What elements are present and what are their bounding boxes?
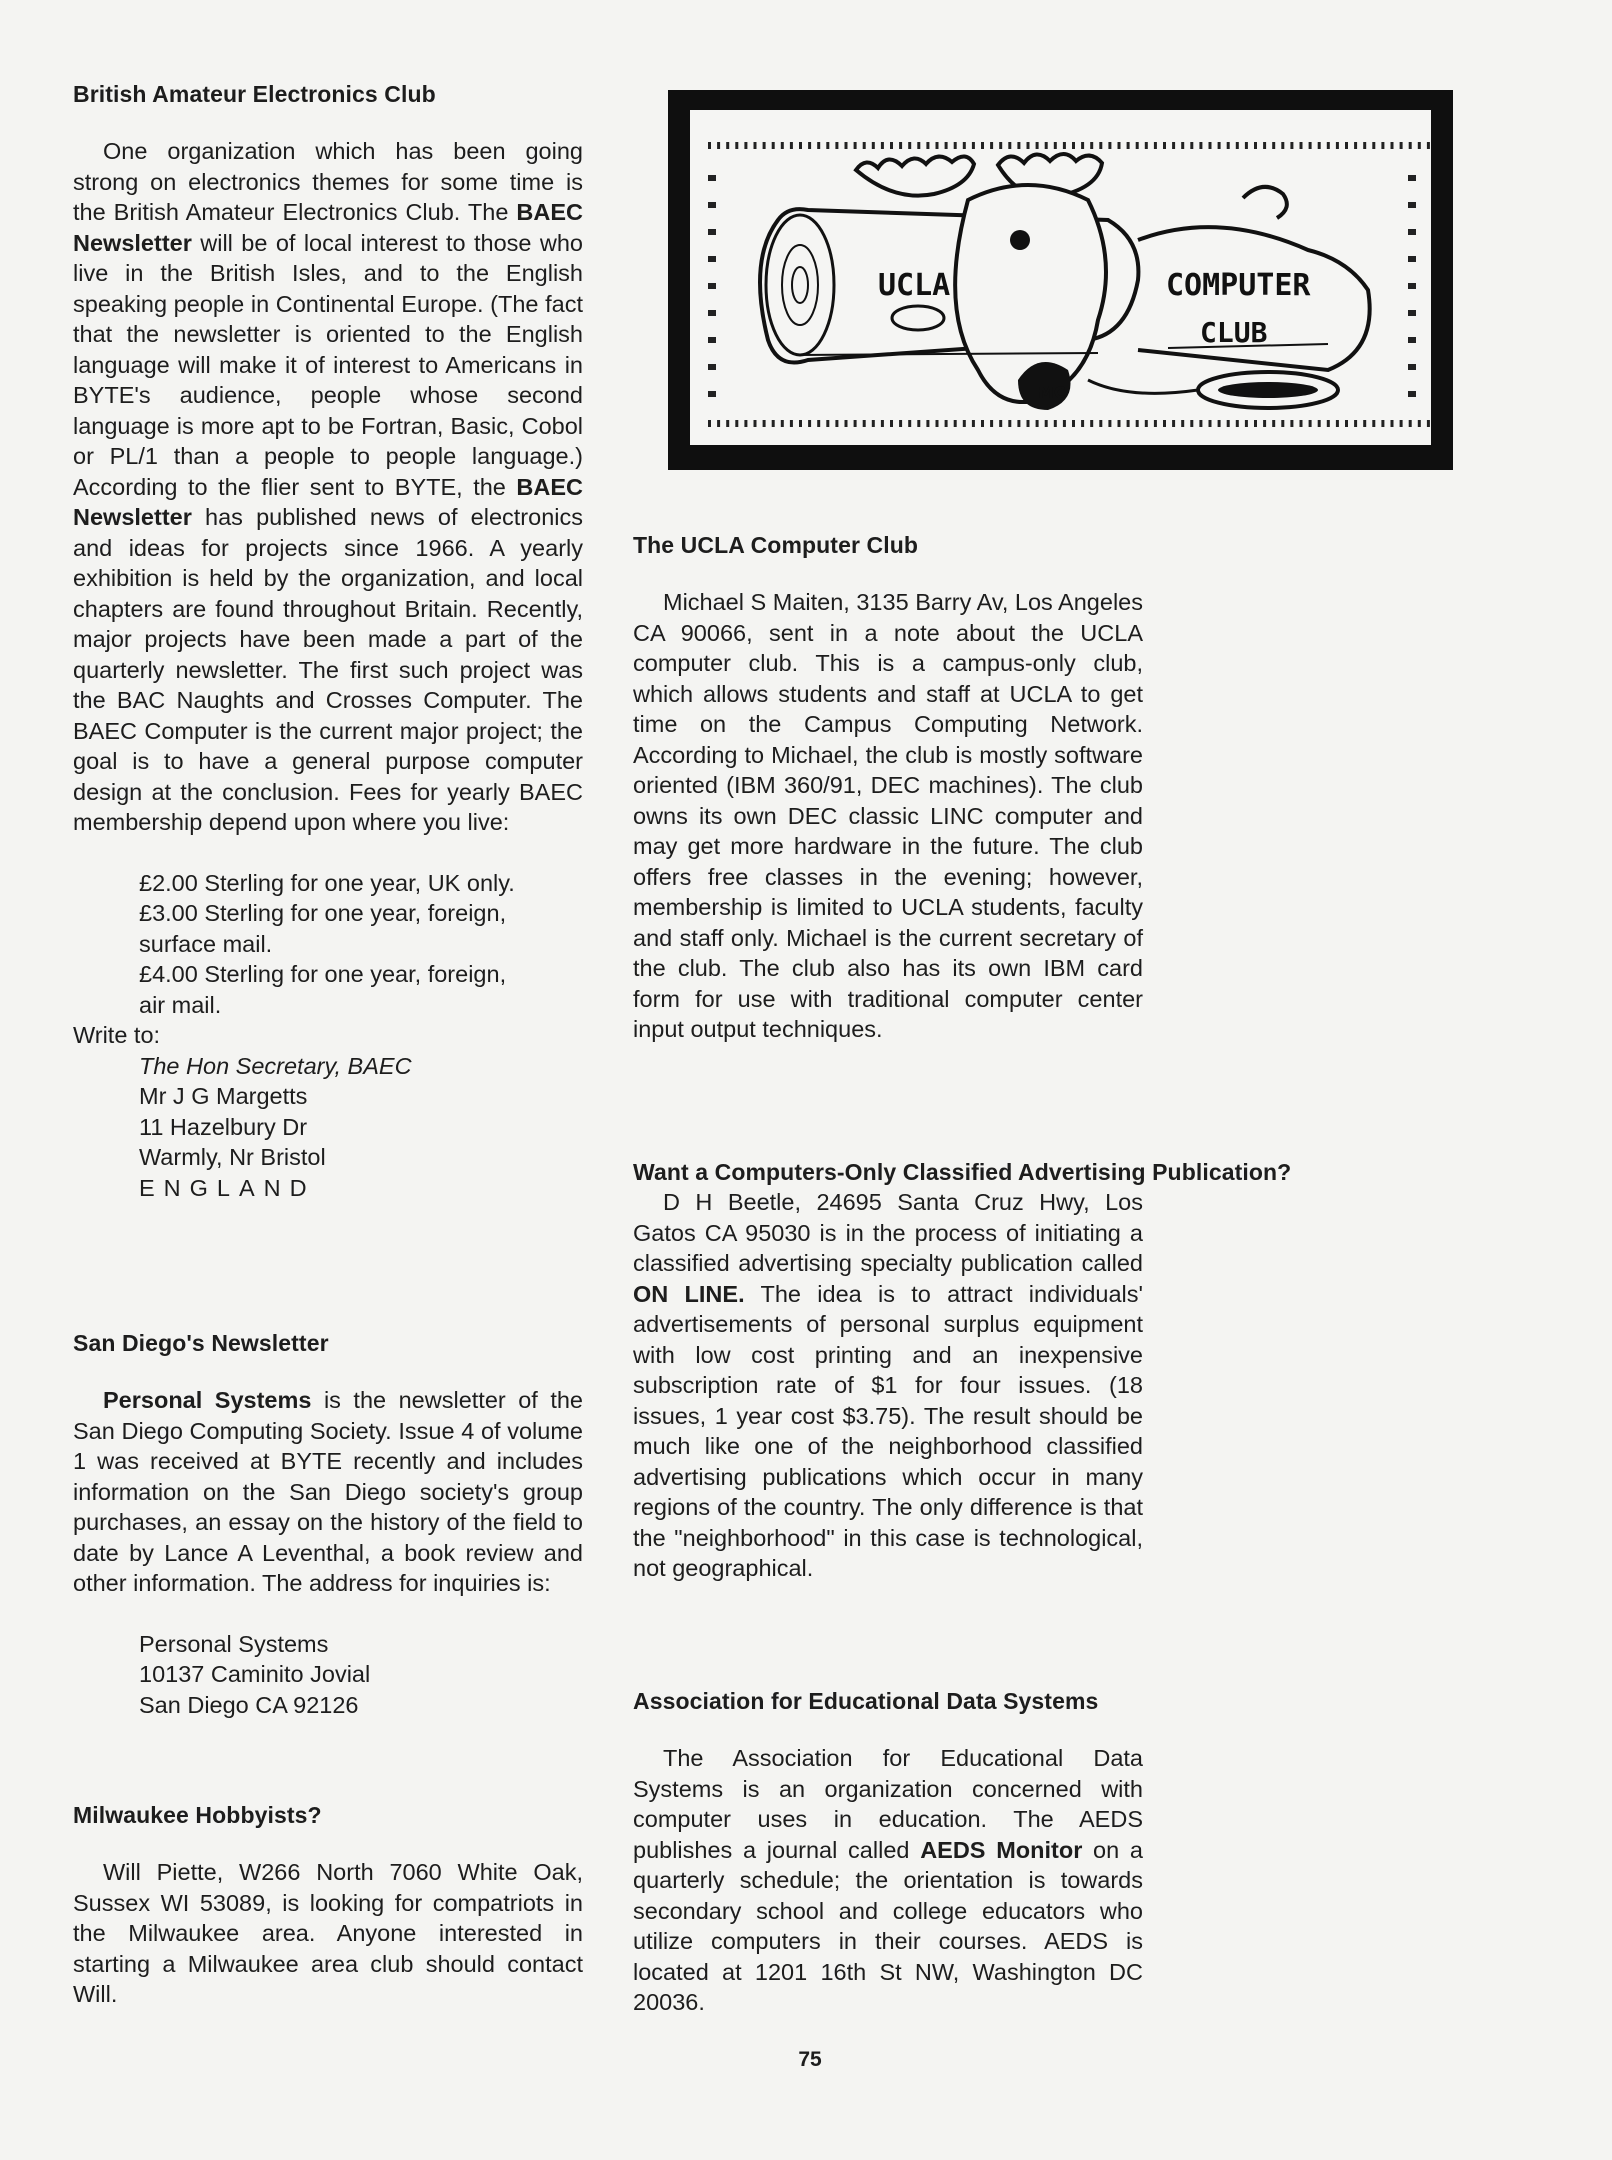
card-tick <box>908 142 911 149</box>
ucla-heading: The UCLA Computer Club <box>633 532 918 558</box>
card-tick <box>1099 142 1102 149</box>
card-text-computer: COMPUTER <box>1166 268 1311 303</box>
card-tick <box>817 142 820 149</box>
card-tick <box>754 142 757 149</box>
address-line: Personal Systems <box>139 1630 329 1657</box>
card-tick <box>954 142 957 149</box>
card-tick <box>1145 142 1148 149</box>
card-tick <box>708 420 711 427</box>
card-tick <box>1045 142 1048 149</box>
card-tick <box>890 142 893 149</box>
personal-systems-title: Personal Systems <box>103 1387 312 1413</box>
aeds-section <box>633 1686 1143 2018</box>
card-tick <box>1409 142 1412 149</box>
card-text-signature: MC <box>1038 383 1066 402</box>
aeds-heading: Association for Educational Data Systems <box>633 1688 1099 1714</box>
fee-item-text: £3.00 Sterling for one year, foreign, <box>139 900 507 926</box>
card-tick <box>826 142 829 149</box>
card-tick <box>1118 420 1121 427</box>
card-tick <box>1154 420 1157 427</box>
card-tick <box>1336 420 1339 427</box>
card-tick <box>1081 420 1084 427</box>
card-row-mark <box>708 391 716 397</box>
card-tick <box>1008 142 1011 149</box>
card-tick <box>1172 420 1175 427</box>
card-tick <box>1154 142 1157 149</box>
card-tick <box>1254 142 1257 149</box>
baec-text-2: will be of local interest to those who live in the British Isles, and to the English speaking people in Continental Europe. (The fact that the newsletter is oriented to the English language will make it of interest to Americans in BYTE's audience, people whose second language is more apt to be Fortran, Basic, Cobol or PL/1 than a people to people language.) According to the flier sent to BYTE, the <box>73 229 583 500</box>
card-tick <box>835 420 838 427</box>
card-tick <box>744 420 747 427</box>
online-paragraph <box>633 1187 1143 1584</box>
card-tick <box>863 142 866 149</box>
card-tick <box>1300 420 1303 427</box>
card-row-mark <box>1408 229 1416 235</box>
card-tick <box>1118 142 1121 149</box>
card-row-mark <box>708 310 716 316</box>
card-tick <box>1099 420 1102 427</box>
card-tick <box>872 142 875 149</box>
card-tick <box>799 420 802 427</box>
aeds-monitor-title: AEDS Monitor <box>920 1836 1083 1863</box>
card-tick <box>1381 142 1384 149</box>
card-tick <box>1391 420 1394 427</box>
card-tick <box>1391 142 1394 149</box>
card-tick <box>1218 142 1221 149</box>
card-tick <box>1054 142 1057 149</box>
card-tick <box>735 142 738 149</box>
card-tick <box>936 142 939 149</box>
card-tick <box>1027 420 1030 427</box>
address-line: ENGLAND <box>139 1174 316 1201</box>
card-tick <box>1072 142 1075 149</box>
ucla-paragraph: Michael S Maiten, 3135 Barry Av, Los Angeles CA 90066, sent in a note about the UCLA computer club. This is a campus-only club, which allows students and staff at UCLA to get time on the Campus Computing Network. According to Michael, the club is mostly software oriented (IBM 360/91, DEC machines). The club owns its own DEC classic LINC computer and may get more hardware in the future. The club offers free classes in the evening; however, membership is limited to UCLA students, faculty and staff only. Michael is the current secretary of the club. The club also has its own IBM card form for use with traditional computer center input output techniques. <box>633 589 1143 1042</box>
card-tick <box>899 142 902 149</box>
card-tick <box>890 420 893 427</box>
card-tick <box>1199 420 1202 427</box>
card-tick <box>1245 142 1248 149</box>
milwaukee-heading: Milwaukee Hobbyists? <box>73 1802 322 1828</box>
card-tick <box>954 420 957 427</box>
card-tick <box>1318 420 1321 427</box>
card-tick <box>936 420 939 427</box>
online-section <box>633 1157 1292 1584</box>
card-tick <box>1272 420 1275 427</box>
baec-text-1: One organization which has been going strong on electronics themes for some time is the British Amateur Electronics Club. The <box>73 138 583 225</box>
card-row-mark <box>1408 202 1416 208</box>
card-tick <box>1236 142 1239 149</box>
card-tick <box>1163 420 1166 427</box>
address-line: Warmly, Nr Bristol <box>139 1144 326 1170</box>
address-line: San Diego CA 92126 <box>139 1691 359 1718</box>
card-tick <box>999 420 1002 427</box>
address-line: 10137 Caminito Jovial <box>139 1661 371 1687</box>
card-tick <box>1218 420 1221 427</box>
card-tick <box>808 420 811 427</box>
tape-reel-hub <box>1218 382 1318 398</box>
card-row-mark <box>708 364 716 370</box>
baec-heading: British Amateur Electronics Club <box>73 81 436 107</box>
card-tick <box>1418 142 1421 149</box>
card-tick <box>1163 142 1166 149</box>
card-tick <box>726 420 729 427</box>
card-tick <box>726 142 729 149</box>
card-tick <box>1372 142 1375 149</box>
card-tick <box>1054 420 1057 427</box>
card-tick <box>1036 142 1039 149</box>
card-tick <box>1063 142 1066 149</box>
card-tick <box>790 420 793 427</box>
card-tick <box>1363 142 1366 149</box>
card-tick <box>754 420 757 427</box>
card-tick <box>1190 142 1193 149</box>
baec-paragraph <box>73 136 583 838</box>
card-tick <box>1108 420 1111 427</box>
card-tick <box>799 142 802 149</box>
card-tick <box>1190 420 1193 427</box>
card-tick <box>863 420 866 427</box>
aeds-text-2: on a quarterly schedule; the orientation is towards secondary school and college educators who utilize computers in their courses. AEDS is located at 1201 16th St NW, Washington DC 20036. <box>633 1836 1143 2015</box>
card-tick <box>1263 142 1266 149</box>
card-tick <box>945 142 948 149</box>
card-tick <box>826 420 829 427</box>
card-tick <box>763 420 766 427</box>
card-tick <box>1172 142 1175 149</box>
san-diego-text: is the newsletter of the San Diego Computing Society. Issue 4 of volume 1 was received at BYTE recently and includes information on the San Diego society's group purchases, an essay on the history of the field to date by Lance A Leventhal, a book review and other information. The address for inquiries is: <box>73 1387 583 1596</box>
write-to-label: Write to: <box>73 1022 161 1048</box>
card-tick <box>1136 142 1139 149</box>
card-tick <box>1209 142 1212 149</box>
online-heading: Want a Computers-Only Classified Advertising Publication? <box>633 1159 1292 1185</box>
card-tick <box>744 142 747 149</box>
card-tick <box>1045 420 1048 427</box>
card-tick <box>1090 420 1093 427</box>
card-tick <box>1300 142 1303 149</box>
card-tick <box>717 420 720 427</box>
card-tick <box>1199 142 1202 149</box>
baec-text-3: has published news of electronics and ideas for projects since 1966. A yearly exhibition is held by the organization, and local chapters are found throughout Britain. Recently, major projects have been made a part of the quarterly newsletter. The first such project was the BAC Naughts and Crosses Computer. The BAEC Computer is the current major project; the goal is to have a general purpose computer design at the conclusion. Fees for yearly BAEC membership depend upon where you live: <box>73 504 583 835</box>
card-tick <box>1354 420 1357 427</box>
card-tick <box>772 420 775 427</box>
card-tick <box>1400 420 1403 427</box>
card-tick <box>1227 420 1230 427</box>
card-tick <box>990 142 993 149</box>
card-tick <box>1318 142 1321 149</box>
online-text-1: D H Beetle, 24695 Santa Cruz Hwy, Los Gatos CA 95030 is in the process of initiating a classified advertising specialty publication called <box>633 1189 1143 1276</box>
san-diego-heading: San Diego's Newsletter <box>73 1330 329 1356</box>
milwaukee-paragraph: Will Piette, W266 North 7060 White Oak, Sussex WI 53089, is looking for compatriots in the Milwaukee area. Anyone interested in starting a Milwaukee area club should contact Will. <box>73 1859 583 2007</box>
baec-section <box>73 79 583 1203</box>
card-row-mark <box>1408 175 1416 181</box>
fee-item-text: £4.00 Sterling for one year, foreign, <box>139 961 507 987</box>
card-tick <box>1236 420 1239 427</box>
card-tick <box>1227 142 1230 149</box>
card-tick <box>1036 420 1039 427</box>
fee-item <box>73 898 583 959</box>
on-line-title: ON LINE. <box>633 1280 745 1307</box>
card-row-mark <box>708 256 716 262</box>
card-tick <box>1136 420 1139 427</box>
punch-card-drawing <box>668 90 1453 470</box>
moose-eye <box>1010 230 1030 250</box>
card-tick <box>1108 142 1111 149</box>
card-tick <box>790 142 793 149</box>
card-tick <box>1090 142 1093 149</box>
card-tick <box>917 142 920 149</box>
card-tick <box>781 142 784 149</box>
card-tick <box>926 420 929 427</box>
card-row-mark <box>1408 256 1416 262</box>
card-tick <box>854 142 857 149</box>
fee-item-text: £2.00 Sterling for one year, UK only. <box>139 869 515 896</box>
card-tick <box>926 142 929 149</box>
card-tick <box>1254 420 1257 427</box>
card-tick <box>817 420 820 427</box>
card-tick <box>972 420 975 427</box>
card-tick <box>854 420 857 427</box>
card-tick <box>781 420 784 427</box>
card-tick <box>1063 420 1066 427</box>
address-line: Mr J G Margetts <box>139 1083 308 1109</box>
card-tick <box>1281 420 1284 427</box>
baec-newsletter-title: BAEC Newsletter <box>73 199 583 256</box>
card-tick <box>1363 420 1366 427</box>
card-tick <box>1209 420 1212 427</box>
card-tick <box>872 420 875 427</box>
milwaukee-section <box>73 1800 583 2010</box>
card-tick <box>1400 142 1403 149</box>
fee-item-text-cont: surface mail. <box>139 930 273 957</box>
card-row-mark <box>1408 337 1416 343</box>
card-tick <box>990 420 993 427</box>
card-tick <box>1072 420 1075 427</box>
card-tick <box>881 142 884 149</box>
card-tick <box>972 142 975 149</box>
card-tick <box>1309 420 1312 427</box>
baec-address <box>73 1051 583 1204</box>
card-tick <box>708 142 711 149</box>
aeds-text-1: The Association for Educational Data Systems is an organization concerned with computer uses in education. The AEDS publishes a journal called <box>633 1745 1143 1863</box>
card-tick <box>908 420 911 427</box>
card-tick <box>1263 420 1266 427</box>
card-tick <box>845 142 848 149</box>
card-tick <box>763 142 766 149</box>
card-tick <box>1336 142 1339 149</box>
card-tick <box>1017 142 1020 149</box>
card-tick <box>981 142 984 149</box>
ucla-section <box>633 530 1143 1045</box>
card-tick <box>917 420 920 427</box>
card-tick <box>1327 420 1330 427</box>
card-tick <box>1290 420 1293 427</box>
card-tick <box>1418 420 1421 427</box>
aeds-paragraph <box>633 1743 1143 2018</box>
baec-fee-list <box>73 868 583 1021</box>
card-row-mark <box>708 283 716 289</box>
card-row-mark <box>1408 310 1416 316</box>
card-tick <box>1027 142 1030 149</box>
card-tick <box>1245 420 1248 427</box>
card-tick <box>1309 142 1312 149</box>
card-row-mark <box>708 202 716 208</box>
san-diego-paragraph <box>73 1385 583 1599</box>
card-tick <box>1127 420 1130 427</box>
card-tick <box>845 420 848 427</box>
card-tick <box>1372 420 1375 427</box>
card-tick <box>1181 420 1184 427</box>
card-tick <box>981 420 984 427</box>
card-tick <box>1281 142 1284 149</box>
san-diego-address <box>73 1629 583 1721</box>
fee-item <box>73 959 583 1020</box>
card-tick <box>1127 142 1130 149</box>
card-tick <box>1427 420 1430 427</box>
card-row-mark <box>1408 283 1416 289</box>
card-tick <box>881 420 884 427</box>
card-tick <box>835 142 838 149</box>
card-tick <box>963 142 966 149</box>
card-text-club: CLUB <box>1200 316 1268 349</box>
card-tick <box>808 142 811 149</box>
card-tick <box>899 420 902 427</box>
card-row-mark <box>708 229 716 235</box>
fee-item <box>73 868 583 899</box>
online-text-2: The idea is to attract individuals' advertisements of personal surplus equipment with low cost printing and an inexpensive subscription rate of $1 for four issues. (18 issues, 1 year cost $3.75). The result should be much like one of the neighborhood classified advertising publications which occur in many regions of the country. The only difference is that the "neighborhood" in this case is technological, not geographical. <box>633 1280 1143 1581</box>
card-tick <box>1181 142 1184 149</box>
card-tick <box>999 142 1002 149</box>
card-tick <box>1345 142 1348 149</box>
card-tick <box>772 142 775 149</box>
card-row-mark <box>708 337 716 343</box>
card-row-mark <box>1408 364 1416 370</box>
card-tick <box>1354 142 1357 149</box>
card-tick <box>1017 420 1020 427</box>
address-line: 11 Hazelbury Dr <box>139 1113 308 1140</box>
page-number: 75 <box>798 2048 822 2071</box>
card-text-ucla: UCLA <box>878 268 951 303</box>
card-tick <box>1409 420 1412 427</box>
ucla-computer-club-card-image <box>668 90 1453 470</box>
card-tick <box>1145 420 1148 427</box>
card-tick <box>1272 142 1275 149</box>
card-tick <box>1345 420 1348 427</box>
card-tick <box>1327 142 1330 149</box>
card-tick <box>735 420 738 427</box>
card-tick <box>1381 420 1384 427</box>
card-tick <box>1008 420 1011 427</box>
card-tick <box>963 420 966 427</box>
san-diego-section <box>73 1328 583 1720</box>
card-tick <box>1081 142 1084 149</box>
fee-item-text-cont: air mail. <box>139 991 222 1018</box>
card-tick <box>1290 142 1293 149</box>
baec-newsletter-title-2: BAEC Newsletter <box>73 473 583 530</box>
address-line: The Hon Secretary, BAEC <box>139 1052 412 1079</box>
card-tick <box>717 142 720 149</box>
card-tick <box>945 420 948 427</box>
card-row-mark <box>1408 391 1416 397</box>
card-row-mark <box>708 175 716 181</box>
card-tick <box>1427 142 1430 149</box>
